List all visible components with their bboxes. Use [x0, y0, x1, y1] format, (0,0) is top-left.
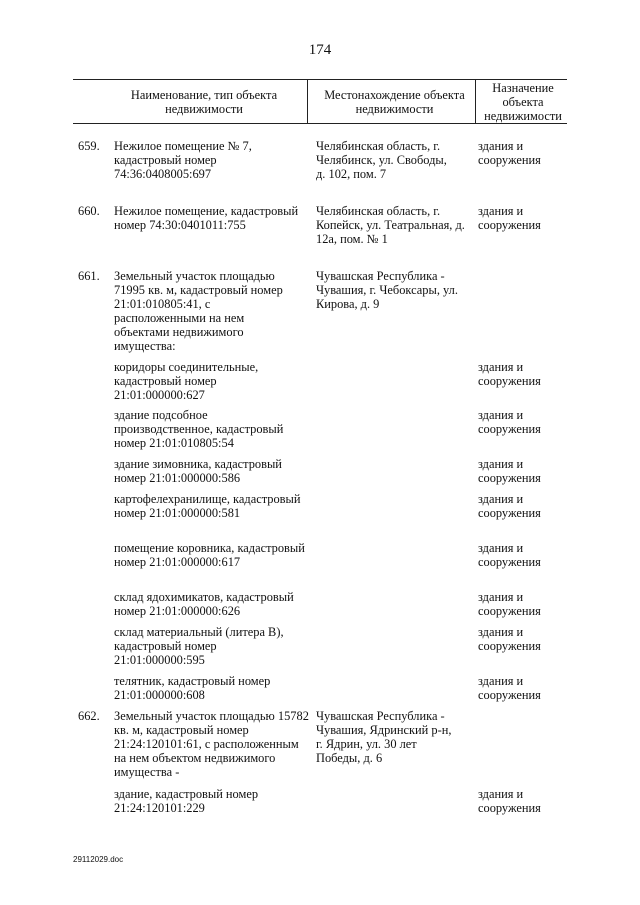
entry-name: здание зимовника, кадастровый номер 21:01:000000:586 — [114, 457, 282, 485]
entry-number: 659. — [78, 139, 100, 153]
entry-location: Чувашская Республика - Чувашия, Ядринский р-н, г. Ядрин, ул. 30 лет Победы, д. 6 — [316, 709, 452, 765]
entry-purpose: здания и сооружения — [478, 590, 541, 618]
entry-name: коридоры соединительные, кадастровый номер 21:01:000000:627 — [114, 360, 259, 402]
entry-number: 661. — [78, 269, 100, 283]
entry-name: здание подсобное производственное, кадастровый номер 21:01:010805:54 — [114, 408, 284, 450]
entry-purpose: здания и сооружения — [478, 139, 541, 167]
entry-purpose: здания и сооружения — [478, 492, 541, 520]
header-purpose: Назначение объекта недвижимости — [484, 80, 562, 123]
entry-purpose: здания и сооружения — [478, 541, 541, 569]
entry-name: Земельный участок площадью 15782 кв. м, кадастровый номер 21:24:120101:61, с расположенным на нем объектом недвижимого имущества - — [114, 709, 309, 779]
entry-purpose: здания и сооружения — [478, 408, 541, 436]
entry-name: картофелехранилище, кадастровый номер 21:01:000000:581 — [114, 492, 301, 520]
entry-purpose: здания и сооружения — [478, 457, 541, 485]
page-number: 174 — [308, 42, 332, 58]
entry-name: Нежилое помещение, кадастровый номер 74:30:0401011:755 — [114, 204, 299, 232]
table-header — [73, 79, 567, 124]
entry-location: Челябинская область, г. Копейск, ул. Театральная, д. 12а, пом. № 1 — [316, 204, 465, 246]
entry-purpose: здания и сооружения — [478, 674, 541, 702]
entry-name: Земельный участок площадью 71995 кв. м, кадастровый номер 21:01:010805:41, с расположенными на нем объектами недвижимого имущества: — [114, 269, 283, 353]
entry-purpose: здания и сооружения — [478, 787, 541, 815]
entry-name: здание, кадастровый номер 21:24:120101:229 — [114, 787, 259, 815]
entry-purpose: здания и сооружения — [478, 625, 541, 653]
header-divider — [475, 80, 476, 123]
header-location: Местонахождение объекта недвижимости — [324, 87, 465, 116]
entry-location: Челябинская область, г. Челябинск, ул. Свободы, д. 102, пом. 7 — [316, 139, 447, 181]
entry-purpose: здания и сооружения — [478, 204, 541, 232]
entry-purpose: здания и сооружения — [478, 360, 541, 388]
entry-number: 662. — [78, 709, 100, 723]
header-divider — [307, 80, 308, 123]
header-name: Наименование, тип объекта недвижимости — [130, 87, 278, 116]
file-name-footer: 29112029.doc — [73, 855, 124, 864]
entry-name: Нежилое помещение № 7, кадастровый номер 74:36:0408005:697 — [114, 139, 252, 181]
entry-number: 660. — [78, 204, 100, 218]
entry-name: склад ядохимикатов, кадастровый номер 21:01:000000:626 — [114, 590, 294, 618]
entry-name: склад материальный (литера В), кадастровый номер 21:01:000000:595 — [114, 625, 284, 667]
entry-location: Чувашская Республика - Чувашия, г. Чебоксары, ул. Кирова, д. 9 — [316, 269, 458, 311]
entry-name: помещение коровника, кадастровый номер 21:01:000000:617 — [114, 541, 305, 569]
entry-name: телятник, кадастровый номер 21:01:000000:608 — [114, 674, 271, 702]
